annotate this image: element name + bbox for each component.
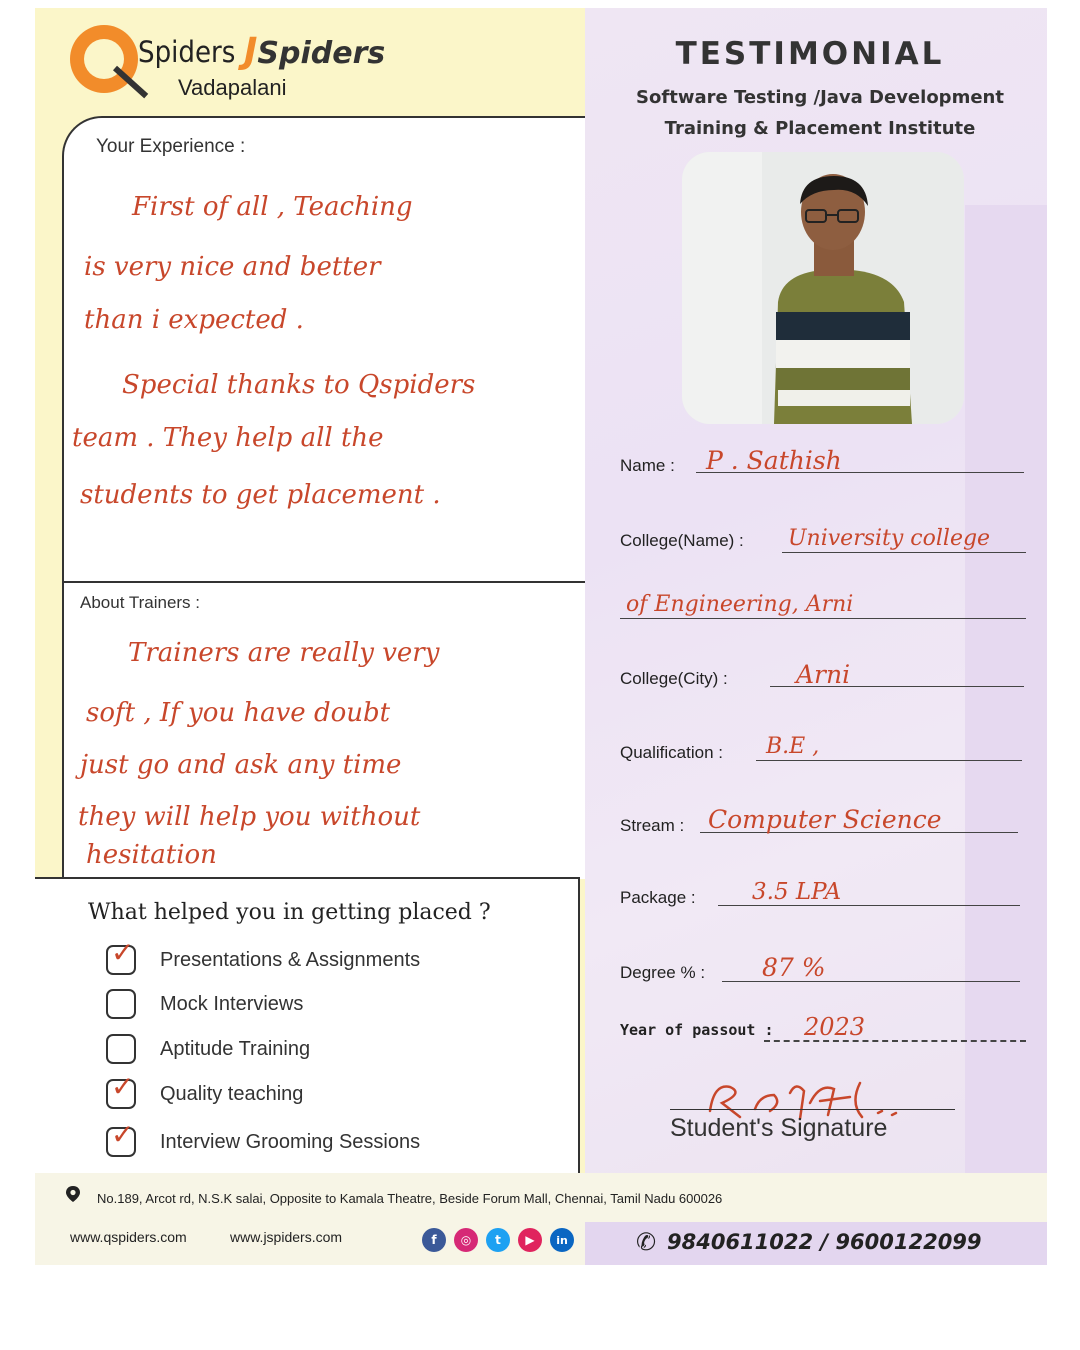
package: 3.5 LPA [752, 879, 842, 905]
option-quality-teaching[interactable] [106, 1070, 304, 1110]
trainers-line: soft , If you have doubt [86, 698, 391, 728]
placement-question: What helped you in getting placed ? [88, 900, 491, 925]
student-name: P . Sathish [706, 446, 842, 475]
experience-line: Special thanks to Qspiders [122, 370, 476, 400]
right-accent-strip [965, 205, 1047, 1175]
jspiders-website-link[interactable]: www.jspiders.com [230, 1229, 343, 1245]
checkbox[interactable] [106, 1034, 136, 1064]
package-label: Package : [620, 888, 696, 907]
student-photo [682, 152, 964, 424]
degree-label: Degree % : [620, 963, 706, 982]
trainers-panel [62, 581, 585, 879]
experience-panel [62, 116, 585, 585]
option-label: Interview Grooming Sessions [160, 1130, 421, 1153]
college-city-label: College(City) : [620, 669, 728, 688]
branch-name: Vadapalani [178, 75, 287, 100]
option-interview-grooming[interactable] [106, 1118, 421, 1158]
qspiders-jspiders-logo [70, 25, 430, 105]
option-label: Presentations & Assignments [160, 948, 421, 971]
check-icon: ✓ [111, 1118, 135, 1151]
signature-line [670, 1109, 955, 1110]
linkedin-icon[interactable]: in [550, 1228, 574, 1252]
college-underline-2 [620, 618, 1026, 619]
passout-label: Year of passout : [620, 1021, 774, 1039]
student-portrait-image [682, 152, 964, 424]
qualification-label: Qualification : [620, 743, 723, 762]
college-name-line2: of Engineering, Arni [626, 592, 854, 617]
option-label: Mock Interviews [160, 992, 304, 1015]
college-name-line1: University college [788, 526, 991, 551]
experience-line: students to get placement . [80, 480, 441, 510]
trainers-line: they will help you without [78, 802, 421, 832]
trainers-line: Trainers are really very [128, 638, 440, 668]
experience-line: than i expected . [84, 305, 304, 335]
address: No.189, Arcot rd, N.S.K salai, Opposite to Kamala Theatre, Beside Forum Mall, Chennai, Tamil Nadu 600026 [97, 1191, 723, 1206]
option-label: Aptitude Training [160, 1037, 311, 1060]
option-aptitude[interactable] [106, 1033, 310, 1065]
option-presentations[interactable] [106, 936, 421, 976]
check-icon: ✓ [111, 1070, 135, 1103]
checkbox[interactable] [106, 989, 136, 1019]
page-title: TESTIMONIAL [675, 36, 945, 72]
experience-label: Your Experience : [96, 136, 246, 157]
college-name-label: College(Name) : [620, 531, 744, 550]
phone-icon: ✆ [636, 1228, 657, 1256]
experience-line: team . They help all the [72, 423, 384, 453]
trainers-line: just go and ask any time [80, 750, 402, 780]
option-label: Quality teaching [160, 1082, 304, 1105]
experience-line: is very nice and better [84, 252, 381, 282]
signature-label: Student's Signature [670, 1114, 888, 1142]
check-icon: ✓ [111, 936, 135, 969]
qspiders-website-link[interactable]: www.qspiders.com [70, 1229, 187, 1245]
trainers-line: hesitation [86, 840, 217, 870]
year-of-passout: 2023 [804, 1013, 866, 1041]
brand-qspiders: Spiders [138, 35, 236, 69]
phone-numbers[interactable]: 9840611022 / 9600122099 [667, 1230, 982, 1254]
trainers-label: About Trainers : [80, 593, 201, 612]
brand-jspiders: JSpiders [244, 31, 386, 72]
location-pin-icon [64, 1185, 82, 1203]
college-city: Arni [796, 660, 851, 689]
option-mock-interviews[interactable] [106, 988, 303, 1020]
twitter-icon[interactable]: t [486, 1228, 510, 1252]
qualification: B.E , [766, 734, 820, 759]
checkbox[interactable] [106, 1070, 136, 1109]
name-label: Name : [620, 456, 675, 475]
qualification-underline [756, 760, 1022, 761]
page-subtitle: Software Testing /Java Development Training & Placement Institute [636, 87, 1004, 139]
package-underline [718, 905, 1020, 906]
youtube-icon[interactable]: ▶ [518, 1228, 542, 1252]
college-underline [782, 552, 1026, 553]
degree-percent: 87 % [762, 953, 826, 982]
checkbox[interactable] [106, 1118, 136, 1157]
checkbox[interactable] [106, 936, 136, 975]
stream: Computer Science [708, 805, 942, 834]
instagram-icon[interactable]: ◎ [454, 1228, 478, 1252]
experience-line: First of all , Teaching [132, 192, 413, 222]
facebook-icon[interactable]: f [422, 1228, 446, 1252]
stream-label: Stream : [620, 816, 685, 835]
